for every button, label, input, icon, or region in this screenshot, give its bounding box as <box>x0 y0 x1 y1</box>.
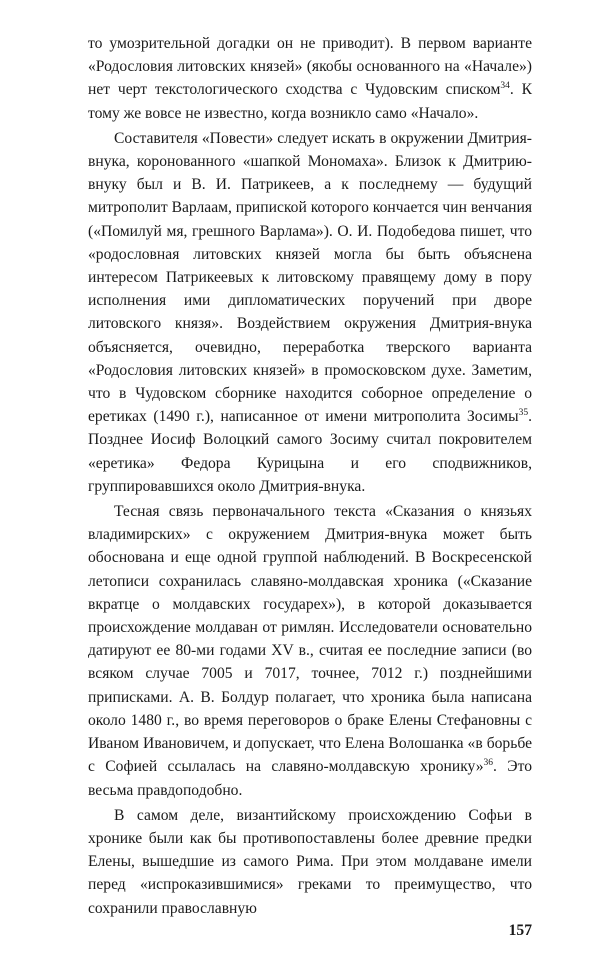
paragraph <box>88 500 532 802</box>
text-run: Тесная связь первоначального текста «Сказания о князьях владимирских» с окружением Дмитрия-внука может быть обоснована и еще одной группой наблюдений. В Воскресенской летописи сохранилась славяно-молдавская хроника («Сказание вкратце о молдавских государех»), в которой доказывается происхождение молдаван от римлян. Исследователи основательно датируют ее 80-ми годами XV в., считая ее последние записи (во всяком случае 7005 и 7017, точнее, 7012 г.) позднейшими приписками. А. В. Болдур полагает, что хроника была написана около 1480 г., во время переговоров о браке Елены Стефановны с Иваном Ивановичем, и допускает, что Елена Волошанка «в борьбе с Софией ссылалась на славяно-молдавскую хронику» <box>88 503 532 776</box>
text-run: . Это весьма правдоподобно. <box>88 758 532 799</box>
footnote-ref: 34 <box>500 81 510 92</box>
text-run: . Позднее Иосиф Волоцкий самого Зосиму считал покровителем «еретика» Федора Курицына и его сподвижников, группировавшихся около Дмитрия-внука. <box>88 408 532 495</box>
paragraph <box>88 127 532 498</box>
paragraph <box>88 804 532 920</box>
page-text <box>88 32 532 920</box>
paragraph <box>88 32 532 125</box>
text-run: Составителя «Повести» следует искать в окружении Дмитрия-внука, коронованного «шапкой Мономаха». Близок к Дмитрию-внуку был и В. И. Патрикеев, а к последнему — будущий митрополит Варлаам, припиской которого кончается чин венчания («Помилуй мя, грешного Варлама»). О. И. Подобедова пишет, что «родословная литовских князей могла бы быть объяснена интересом Патрикеевых к литовскому правящему дому в пору исполнения ими дипломатических поручений при дворе литовского князя». Воздействием окружения Дмитрия-внука объясняется, очевидно, переработка тверского варианта «Родословия литовских князей» в промосковском духе. Заметим, что в Чудовском сборнике находится соборное определение о еретиках (1490 г.), написанное от имени митрополита Зосимы <box>88 129 532 426</box>
page-number: 157 <box>508 922 532 939</box>
text-run: то умозрительной догадки он не приводит). В первом варианте «Родословия литовских князей» (якобы основанного на «Начале») нет черт текстологического сходства с Чудовским списком <box>88 35 532 99</box>
footnote-ref: 35 <box>518 408 529 419</box>
text-run: В самом деле, византийскому происхождению Софьи в хронике были как бы противопоставлены более древние предки Елены, вышедшие из самого Рима. При этом молдаване имели перед «испроказившимися» греками то преимущество, что сохранили православную <box>88 806 532 917</box>
text-run: . К тому же вовсе не известно, когда возникло само «Начало». <box>88 81 532 122</box>
footnote-ref: 36 <box>483 758 494 769</box>
